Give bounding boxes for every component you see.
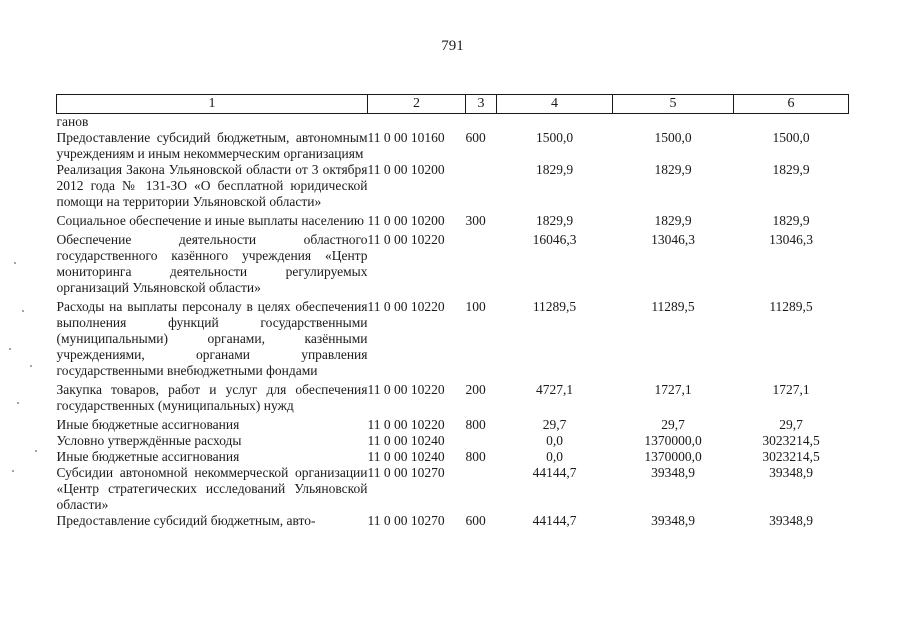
row-name: Расходы на выплаты персоналу в целях обеспечения выполнения функций государственными (муниципальными) органами, казёнными учреждениями, органами управления государственными внебюджетными фондами <box>56 299 368 378</box>
row-value-col5: 13046,3 <box>651 232 695 247</box>
row-value-col5: 1500,0 <box>654 130 692 145</box>
row-expense-type <box>466 232 497 299</box>
scan-speck <box>17 402 19 404</box>
row-value-col4: 0,0 <box>546 449 563 464</box>
table-row <box>57 162 849 213</box>
row-value-col6: 29,7 <box>779 417 803 432</box>
row-value-col4: 11289,5 <box>532 299 577 314</box>
row-value-col5: 1370000,0 <box>644 449 702 464</box>
row-name: Предоставление субсидий бюджетным, автономным учреждениям и иным некоммерческим организациям <box>56 130 368 161</box>
header-col-3: 3 <box>466 95 497 114</box>
row-value-col6: 1829,9 <box>772 213 810 228</box>
row-value-col4: 44144,7 <box>532 465 577 480</box>
scan-speck <box>30 365 32 367</box>
row-value-col5: 1829,9 <box>654 162 692 177</box>
header-col-2: 2 <box>368 95 466 114</box>
continuation-text: ганов <box>56 114 89 129</box>
row-code: 11 0 00 10220 <box>367 299 445 314</box>
row-name: Предоставление субсидий бюджетным, авто- <box>56 513 316 528</box>
row-value-col6: 39348,9 <box>769 465 813 480</box>
row-value-col6: 1500,0 <box>772 130 810 145</box>
row-value-col4: 4727,1 <box>535 382 574 397</box>
row-value-col6: 11289,5 <box>769 299 813 314</box>
scan-speck <box>9 348 11 350</box>
row-value-col4: 29,7 <box>542 417 567 432</box>
row-expense-type <box>466 433 497 449</box>
table-row <box>57 232 849 299</box>
row-value-col4: 0,0 <box>546 433 563 448</box>
row-value-col6: 1727,1 <box>772 382 810 397</box>
row-code: 11 0 00 10220 <box>367 232 445 247</box>
row-code: 11 0 00 10160 <box>367 130 445 145</box>
row-code: 11 0 00 10270 <box>367 513 445 528</box>
table-row <box>57 513 849 532</box>
row-expense-type: 600 <box>465 130 486 145</box>
row-value-col6: 39348,9 <box>769 513 813 528</box>
row-expense-type: 800 <box>465 449 486 464</box>
row-code: 11 0 00 10200 <box>367 213 445 228</box>
budget-table-sheet <box>56 94 848 532</box>
row-code: 11 0 00 10200 <box>367 162 445 177</box>
table-row <box>57 382 849 417</box>
table-row <box>57 465 849 513</box>
row-expense-type: 300 <box>465 213 486 228</box>
scan-speck <box>14 262 16 264</box>
row-value-col5: 11289,5 <box>651 299 695 314</box>
table-row <box>57 213 849 232</box>
row-expense-type <box>466 465 497 513</box>
row-code: 11 0 00 10220 <box>367 417 445 432</box>
header-col-5: 5 <box>613 95 734 114</box>
row-expense-type: 800 <box>465 417 486 432</box>
row-value-col5: 29,7 <box>661 417 685 432</box>
scan-speck <box>22 310 24 312</box>
row-value-col6: 1829,9 <box>772 162 810 177</box>
budget-table <box>56 94 849 532</box>
row-value-col4: 1829,9 <box>535 213 574 228</box>
header-col-4: 4 <box>497 95 613 114</box>
row-name: Иные бюджетные ассигнования <box>56 417 240 432</box>
row-expense-type: 600 <box>465 513 486 528</box>
row-name: Социальное обеспечение и иные выплаты населению <box>56 213 364 228</box>
row-value-col6: 3023214,5 <box>762 449 820 464</box>
row-value-col4: 44144,7 <box>532 513 577 528</box>
page-number: 791 <box>441 38 464 54</box>
row-name: Условно утверждённые расходы <box>56 433 242 448</box>
table-row <box>57 130 849 162</box>
row-value-col6: 13046,3 <box>769 232 813 247</box>
table-row <box>57 433 849 449</box>
row-code: 11 0 00 10270 <box>367 465 445 480</box>
row-name: Реализация Закона Ульяновской области от 3 октября 2012 года № 131-ЗО «О бесплатной юридической помощи на территории Ульяновской области» <box>56 162 368 209</box>
header-row <box>57 95 849 114</box>
row-value-col4: 16046,3 <box>532 232 577 247</box>
table-row <box>57 299 849 382</box>
row-name: Субсидии автономной некоммерческой организации «Центр стратегических исследований Ульяновской области» <box>56 465 368 512</box>
row-name: Иные бюджетные ассигнования <box>56 449 240 464</box>
row-expense-type: 200 <box>465 382 486 397</box>
row-value-col5: 39348,9 <box>651 465 695 480</box>
row-expense-type: 100 <box>465 299 486 314</box>
row-value-col4: 1829,9 <box>535 162 574 177</box>
row-value-col6: 3023214,5 <box>762 433 820 448</box>
row-code: 11 0 00 10240 <box>367 449 445 464</box>
row-value-col5: 1829,9 <box>654 213 692 228</box>
row-code: 11 0 00 10220 <box>367 382 445 397</box>
scan-speck <box>12 470 14 472</box>
header-col-1: 1 <box>57 95 368 114</box>
row-expense-type <box>466 162 497 213</box>
row-value-col4: 1500,0 <box>535 130 574 145</box>
row-value-col5: 1727,1 <box>654 382 692 397</box>
row-name: Закупка товаров, работ и услуг для обеспечения государственных (муниципальных) нужд <box>56 382 368 413</box>
row-name: Обеспечение деятельности областного государственного казённого учреждения «Центр мониторинга деятельности регулируемых организаций Ульяновской области» <box>56 232 368 295</box>
row-value-col5: 1370000,0 <box>644 433 702 448</box>
header-col-6: 6 <box>734 95 849 114</box>
continuation-row <box>57 114 849 131</box>
table-row <box>57 449 849 465</box>
scan-speck <box>35 450 37 452</box>
table-row <box>57 417 849 433</box>
row-value-col5: 39348,9 <box>651 513 695 528</box>
row-code: 11 0 00 10240 <box>367 433 445 448</box>
